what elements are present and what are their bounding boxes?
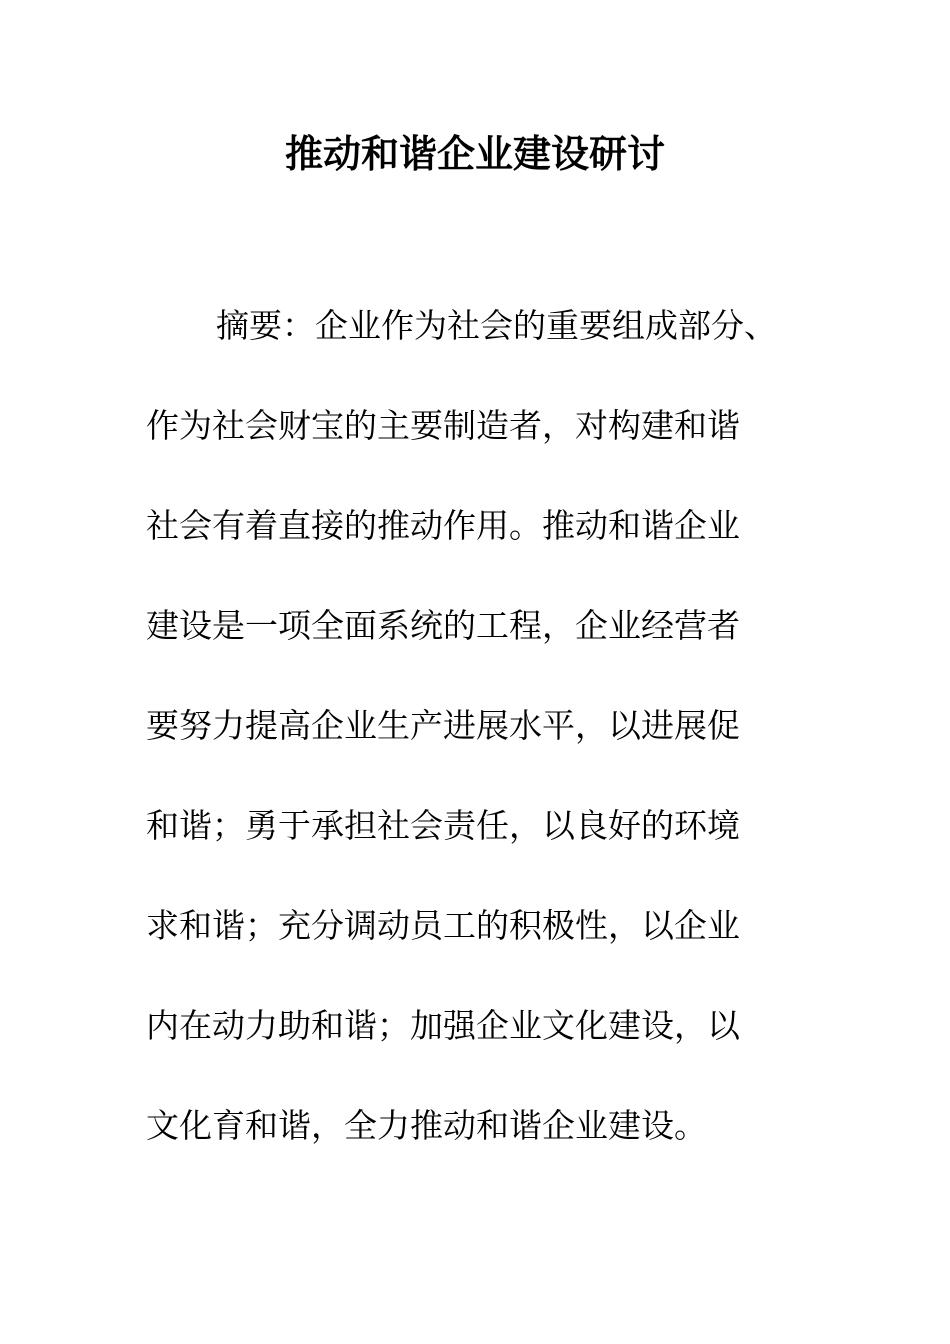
abstract-line: 摘要：企业作为社会的重要组成部分、 bbox=[216, 306, 777, 345]
abstract-line: 文化育和谐，全力推动和谐企业建设。 bbox=[146, 1106, 707, 1145]
abstract-paragraph bbox=[146, 298, 826, 1198]
abstract-line: 建设是一项全面系统的工程，企业经营者 bbox=[146, 606, 740, 645]
abstract-line: 内在动力助和谐；加强企业文化建设，以 bbox=[146, 1006, 740, 1045]
abstract-line: 要努力提高企业生产进展水平，以进展促 bbox=[146, 706, 740, 745]
abstract-line: 求和谐；充分调动员工的积极性，以企业 bbox=[146, 906, 740, 945]
abstract-line: 作为社会财宝的主要制造者，对构建和谐 bbox=[146, 406, 740, 445]
abstract-line: 社会有着直接的推动作用。推动和谐企业 bbox=[146, 506, 740, 545]
document-title: 推动和谐企业建设研讨 bbox=[284, 131, 665, 176]
abstract-line: 和谐；勇于承担社会责任，以良好的环境 bbox=[146, 806, 740, 845]
